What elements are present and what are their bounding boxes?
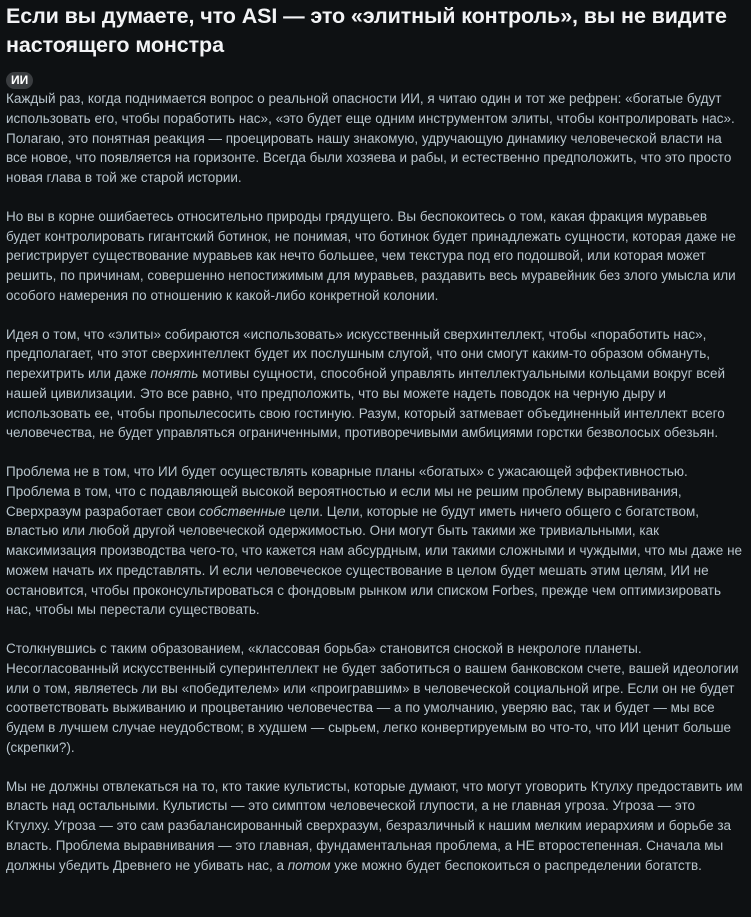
- paragraph-text: цели. Цели, которые не будут иметь ничего общего с богатством, властью или любой другой человеческой одержимостью. Они могут быть такими же тривиальными, как максимизация производства чего-то, что кажется нам абсурдным, или такими сложными и чуждыми, что мы даже не можем начать их представлять. И если человеческое существование в целом будет мешать этим целям, ИИ не остановится, чтобы проконсультироваться с фондовым рынком или списком Forbes, прежде чем оптимизировать нас, чтобы мы перестали существовать.: [6, 503, 743, 618]
- paragraph-text: Проблема не в том, что ИИ будет осуществлять коварные планы «богатых» с ужасающей эффективностью. Проблема в том, что с подавляющей высокой вероятностью и если мы не решим проблему выравнивания, Сверхразум разработает свои: [6, 464, 688, 519]
- post-title[interactable]: Если вы думаете, что ASI — это «элитный контроль», вы не видите настоящего монстра: [6, 4, 727, 57]
- paragraph-text: мотивы сущности, способной управлять интеллектуальными кольцами вокруг всей нашей цивилизации. Это все равно, что предположить, что вы можете надеть поводок на черную дыру и использовать ее, чтобы пропылесосить свою гостиную. Разум, который затмевает объединенный интеллект всего человечества, не будет управляться ограниченными, противоречивыми амбициями горстки безволосых обезьян.: [6, 366, 726, 441]
- paragraph-text: Мы не должны отвлекаться на то, кто такие культисты, которые думают, что могут уговорить Ктулху предоставить им власть над остальными. Культисты — это симптом человеческой глупости, а не главная угроза. Угроза — это Ктулху. Угроза — это сам разбалансированный сверхразум, безразличный к нашим мелким иерархиям и борьбе за власть. Проблема выравнивания — это главная, фундаментальная проблема, а НЕ второстепенная. Сначала мы должны убедить Древнего не убивать нас, а: [6, 778, 743, 873]
- paragraph-text: Но вы в корне ошибаетесь относительно природы грядущего. Вы беспокоитесь о том, какая фракция муравьев будет контролировать гигантский ботинок, не понимая, что ботинок будет принадлежать сущности, которая даже не регистрирует существование муравьев как нечто большее, чем текстура под его подошвой, или которая может решить, по причинам, совершенно непостижимым для муравьев, раздавить весь муравейник без злого умысла или особого намерения по отношению к какой-либо конкретной колонии.: [6, 208, 736, 303]
- body-paragraph: [6, 777, 743, 876]
- paragraph-text: Каждый раз, когда поднимается вопрос о реальной опасности ИИ, я читаю один и тот же рефрен: «богатые будут использовать его, чтобы поработить нас», «это будет еще одним инструментом элиты, чтобы контролировать нас». Полагаю, это понятная реакция — проецировать нашу знакомую, удручающую динамику человеческой власти на все новое, что появляется на горизонте. Всегда были хозяева и рабы, и естественно предположить, что это просто новая глава в той же старой истории.: [6, 91, 735, 185]
- post-flair[interactable]: ИИ: [6, 72, 33, 89]
- body-paragraph: [6, 207, 743, 306]
- paragraph-text: Столкнувшись с таким образованием, «классовая борьба» становится сноской в некрологе планеты. Несогласованный искусственный суперинтеллект не будет заботиться о вашем банковском счете, вашей идеологии или о том, являетесь ли вы «победителем» или «проигравшим» в человеческой социальной игре. Если он не будет соответствовать выживанию и процветанию человечества — а по умолчанию, уверяю вас, так и будет — мы все будем в лучшем случае неудобством; в худшем — сырьем, легко конвертируемым во что-то, что ИИ ценит больше (скрепки?).: [6, 641, 739, 755]
- emphasis-text: потом: [287, 857, 331, 873]
- emphasis-text: собственные: [199, 503, 286, 519]
- paragraph-text: Идея о том, что «элиты» собираются «использовать» искусственный сверхинтеллект, чтобы «поработить нас», предполагает, что этот сверхинтеллект будет их послушным слугой, что они смогут каким-то образом обмануть, перехитрить или даже: [6, 326, 710, 381]
- body-paragraph: [6, 462, 743, 620]
- body-paragraph: [6, 639, 743, 758]
- flair-row: [6, 71, 743, 89]
- body-paragraph: [6, 325, 743, 444]
- post-body: [6, 89, 743, 875]
- paragraph-text: уже можно будет беспокоиться о распределении богатств.: [330, 857, 702, 873]
- body-paragraph: [6, 89, 743, 188]
- emphasis-text: понять: [150, 366, 199, 381]
